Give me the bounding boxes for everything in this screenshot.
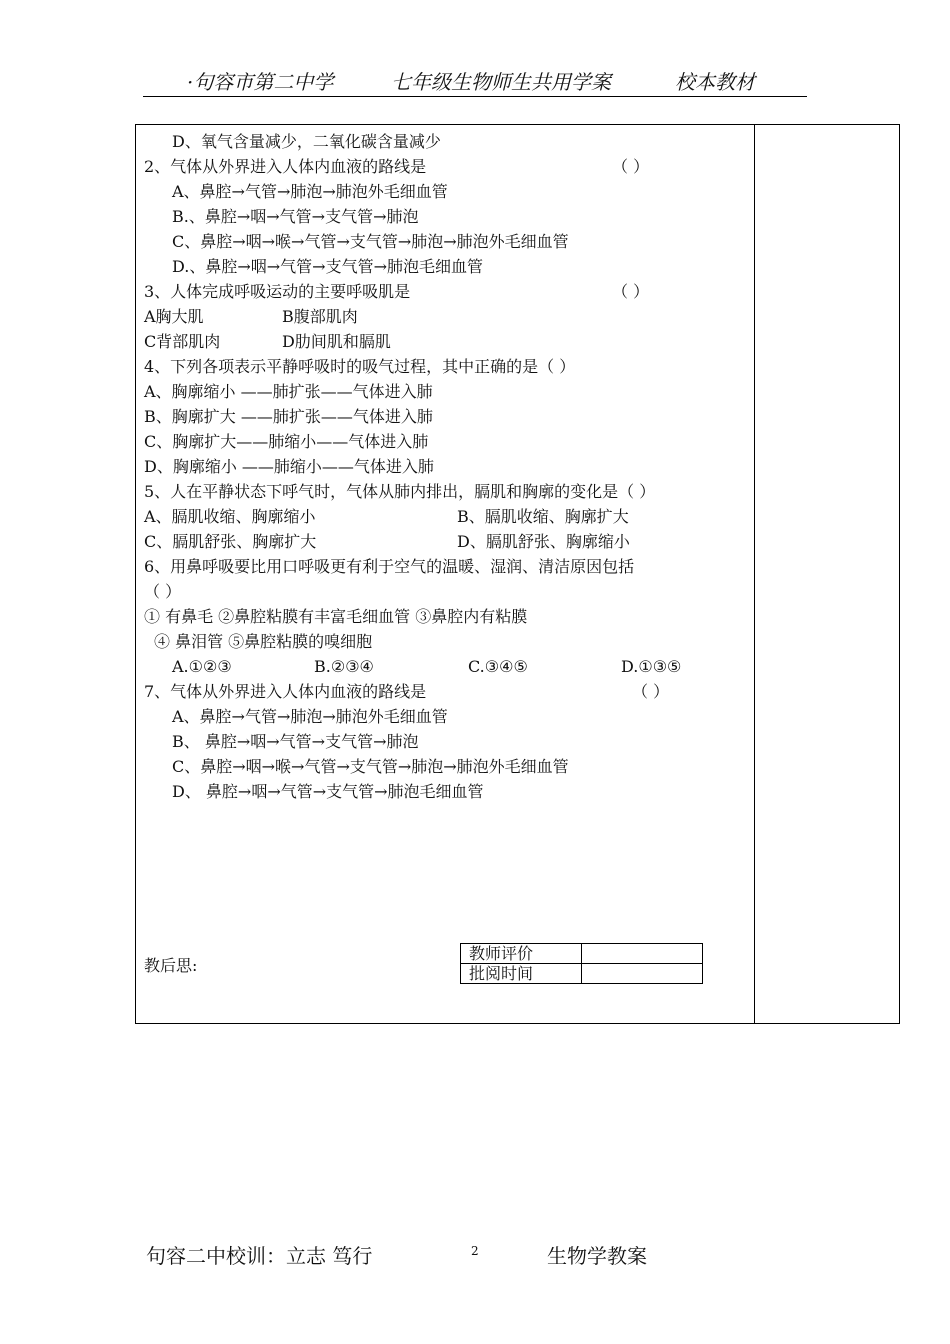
- q5-stem: 5、人在平静状态下呼气时，气体从肺内排出，膈肌和胸廓的变化是（ ）: [144, 482, 656, 501]
- review-table: [460, 943, 703, 984]
- q6-items-1: ① 有鼻毛 ②鼻腔粘膜有丰富毛细血管 ③鼻腔内有粘膜: [144, 607, 528, 626]
- footer-title: 生物学教案: [547, 1244, 647, 1268]
- q2-option-c: C、鼻腔→咽→喉→气管→支气管→肺泡→肺泡外毛细血管: [172, 232, 569, 251]
- q2-answer-blank: （ ）: [612, 157, 650, 176]
- page-header: [143, 62, 807, 97]
- q6-items-2: ④ 鼻泪管 ⑤鼻腔粘膜的嗅细胞: [154, 632, 373, 651]
- footer-motto: 句容二中校训：立志 笃行: [146, 1244, 373, 1268]
- q7-option-a: A、鼻腔→气管→肺泡→肺泡外毛细血管: [172, 707, 448, 726]
- q4-option-b: B、胸廓扩大 ——肺扩张——气体进入肺: [144, 407, 433, 426]
- q5-options-ab: [144, 504, 756, 529]
- q6-stem: 6、用鼻呼吸要比用口呼吸更有利于空气的温暖、湿润、清洁原因包括: [144, 557, 635, 576]
- q3-option-a: A胸大肌: [144, 307, 204, 326]
- q3-options-ab: [144, 304, 756, 329]
- header-material: 校本教材: [675, 70, 755, 94]
- q3-option-b: B腹部肌肉: [282, 307, 358, 326]
- q4-stem: 4、下列各项表示平静呼吸时的吸气过程，其中正确的是（ ）: [144, 357, 576, 376]
- q5-option-d: D、膈肌舒张、胸廓缩小: [457, 532, 630, 551]
- q6-option-a: A.①②③: [172, 657, 232, 676]
- q5-option-a: A、膈肌收缩、胸廓缩小: [144, 507, 316, 526]
- q2-stem: [144, 154, 756, 179]
- q6-option-d: D.①③⑤: [621, 657, 682, 676]
- q6-option-b: B.②③④: [314, 657, 374, 676]
- q4-option-a: A、胸廓缩小 ——肺扩张——气体进入肺: [144, 382, 433, 401]
- q2-stem-text: 2、气体从外界进入人体内血液的路线是: [144, 157, 427, 176]
- q3-option-c: C背部肌肉: [144, 332, 221, 351]
- teacher-eval-cell[interactable]: [582, 944, 703, 964]
- q6-option-c: C.③④⑤: [468, 657, 528, 676]
- header-course: 七年级生物师生共用学案: [391, 70, 611, 94]
- question-list: [144, 129, 756, 804]
- review-time-label: 批阅时间: [461, 964, 582, 984]
- q4-option-c: C、胸廓扩大——肺缩小——气体进入肺: [144, 432, 429, 451]
- q7-stem: [144, 679, 756, 704]
- q3-answer-blank: （ ）: [612, 282, 650, 301]
- q3-stem-text: 3、人体完成呼吸运动的主要呼吸肌是: [144, 282, 411, 301]
- q3-options-cd: [144, 329, 756, 354]
- review-row-teacher-eval: [461, 944, 703, 964]
- q7-option-b: B、 鼻腔→咽→气管→支气管→肺泡: [172, 732, 419, 751]
- reflection-label: 教后思:: [144, 956, 198, 975]
- q5-options-cd: [144, 529, 756, 554]
- teacher-eval-label: 教师评价: [461, 944, 582, 964]
- q3-option-d: D肋间肌和膈肌: [282, 332, 391, 351]
- q3-stem: [144, 279, 756, 304]
- q5-option-b: B、膈肌收缩、胸廓扩大: [457, 507, 629, 526]
- q5-option-c: C、膈肌舒张、胸廓扩大: [144, 532, 317, 551]
- q4-option-d: D、胸廓缩小 ——肺缩小——气体进入肺: [144, 457, 434, 476]
- q7-answer-blank: （ ）: [632, 682, 670, 701]
- q1-option-d: D、氧气含量减少，二氧化碳含量减少: [172, 132, 441, 151]
- q6-options: [144, 654, 756, 679]
- q2-option-b: B.、鼻腔→咽→气管→支气管→肺泡: [172, 207, 419, 226]
- q7-stem-text: 7、气体从外界进入人体内血液的路线是: [144, 682, 427, 701]
- q6-answer-blank: （ ）: [144, 582, 182, 601]
- q2-option-d: D.、鼻腔→咽→气管→支气管→肺泡毛细血管: [172, 257, 483, 276]
- review-row-review-time: [461, 964, 703, 984]
- header-school: ·句容市第二中学: [187, 70, 334, 94]
- review-time-cell[interactable]: [582, 964, 703, 984]
- q2-option-a: A、鼻腔→气管→肺泡→肺泡外毛细血管: [172, 182, 448, 201]
- q7-option-d: D、 鼻腔→咽→气管→支气管→肺泡毛细血管: [172, 782, 484, 801]
- q7-option-c: C、鼻腔→咽→喉→气管→支气管→肺泡→肺泡外毛细血管: [172, 757, 569, 776]
- page-number: 2: [471, 1244, 479, 1258]
